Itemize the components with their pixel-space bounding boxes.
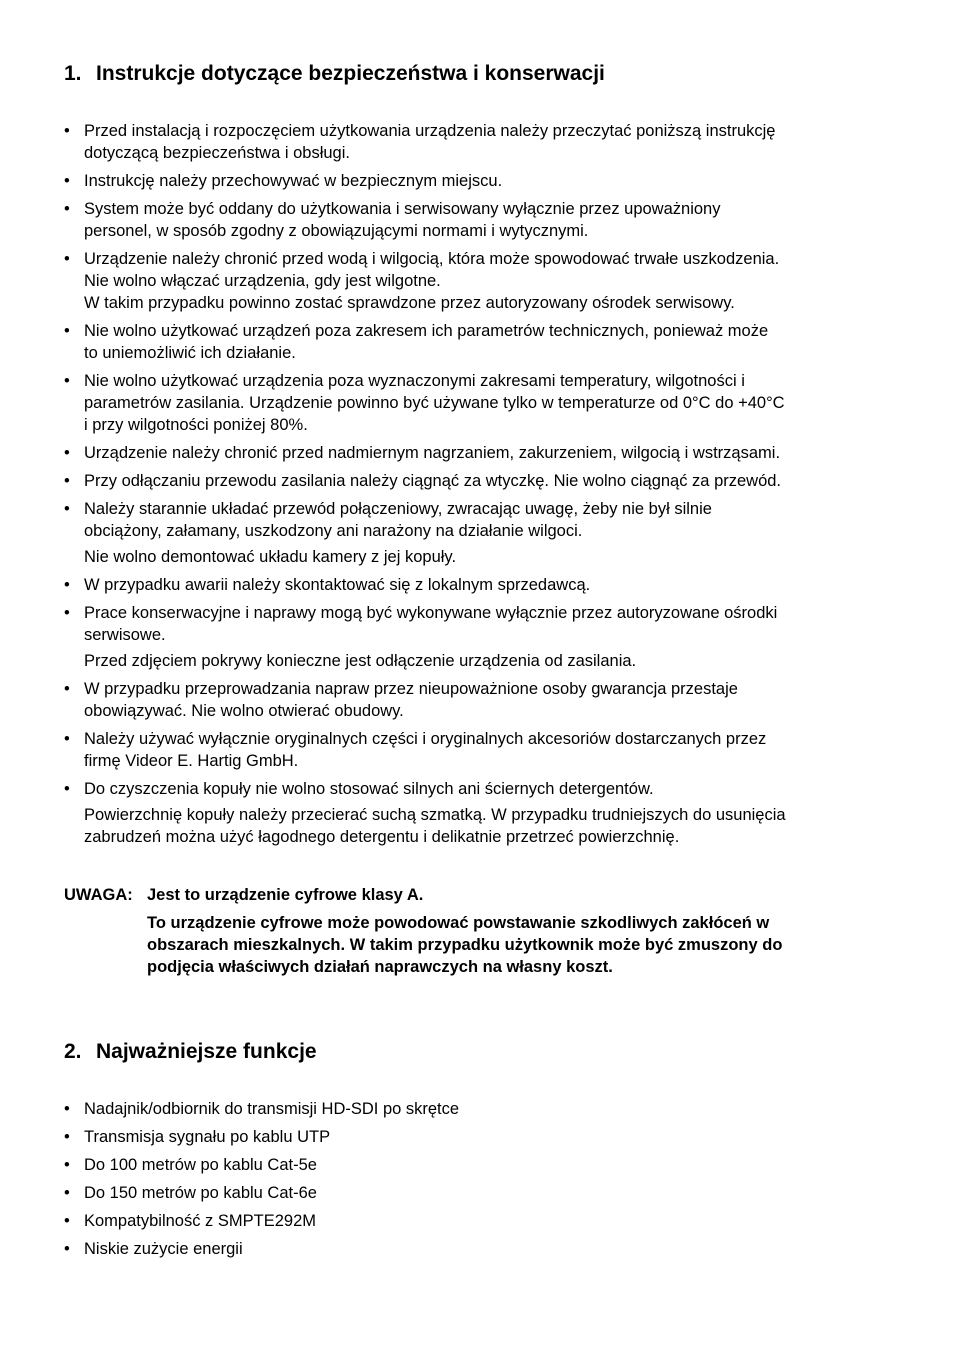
bullet-marker: • (64, 576, 70, 594)
list-item-text: Przed zdjęciem pokrywy konieczne jest odłączenie urządzenia od zasilania. (84, 652, 637, 670)
list-item-text: Należy starannie układać przewód połączeniowy, zwracając uwagę, żeby nie był silnie (84, 500, 712, 518)
section-2-number: 2. (64, 1040, 82, 1063)
list-item-text: System może być oddany do użytkowania i serwisowany wyłącznie przez upoważniony (84, 200, 721, 218)
list-item (64, 574, 864, 596)
key-features-list (64, 1098, 864, 1266)
list-item-text: W takim przypadku powinno zostać sprawdzone przez autoryzowany ośrodek serwisowy. (84, 294, 735, 312)
bullet-marker: • (64, 250, 70, 268)
list-item (64, 1182, 864, 1204)
list-item-text: Do 100 metrów po kablu Cat-5e (84, 1156, 317, 1174)
warning-label: UWAGA: (64, 886, 133, 904)
list-item-text: Kompatybilność z SMPTE292M (84, 1212, 317, 1230)
list-item (64, 370, 864, 436)
list-item-text: Należy używać wyłącznie oryginalnych części i oryginalnych akcesoriów dostarczanych przez (84, 730, 767, 748)
warning-line: podjęcia właściwych działań naprawczych na własny koszt. (147, 958, 613, 976)
warning-line: obszarach mieszkalnych. W takim przypadku użytkownik może być zmuszony do (147, 936, 783, 954)
list-item-text: Przy odłączaniu przewodu zasilania należy ciągnąć za wtyczkę. Nie wolno ciągnąć za przewód. (84, 472, 782, 490)
list-item-text: firmę Videor E. Hartig GmbH. (84, 752, 299, 770)
list-item-text: Urządzenie należy chronić przed nadmiernym nagrzaniem, zakurzeniem, wilgocią i wstrząsami. (84, 444, 781, 462)
list-item (64, 442, 864, 464)
list-item (64, 1210, 864, 1232)
list-item-text: Prace konserwacyjne i naprawy mogą być wykonywane wyłącznie przez autoryzowane ośrodki (84, 604, 778, 622)
list-item-text: Powierzchnię kopuły należy przecierać suchą szmatką. W przypadku trudniejszych do usunięcia (84, 806, 786, 824)
section-1-number: 1. (64, 62, 82, 85)
bullet-marker: • (64, 372, 70, 390)
list-item (64, 1154, 864, 1176)
warning-first-line: Jest to urządzenie cyfrowe klasy A. (147, 886, 424, 904)
bullet-marker: • (64, 604, 70, 622)
list-item (64, 1098, 864, 1120)
list-item (64, 498, 864, 542)
bullet-marker: • (64, 200, 70, 218)
list-item-text: Nie wolno użytkować urządzenia poza wyznaczonymi zakresami temperatury, wilgotności i (84, 372, 745, 390)
bullet-marker: • (64, 1212, 70, 1230)
list-item-text: Transmisja sygnału po kablu UTP (84, 1128, 331, 1146)
list-item-continuation (64, 650, 864, 672)
section-2-heading (64, 1039, 317, 1065)
bullet-marker: • (64, 1128, 70, 1146)
list-item (64, 120, 864, 164)
list-item-text: W przypadku awarii należy skontaktować się z lokalnym sprzedawcą. (84, 576, 591, 594)
list-item (64, 602, 864, 646)
list-item-continuation (64, 546, 864, 568)
list-item-text: Do czyszczenia kopuły nie wolno stosować silnych ani ściernych detergentów. (84, 780, 654, 798)
list-item-text: i przy wilgotności poniżej 80%. (84, 416, 308, 434)
bullet-marker: • (64, 322, 70, 340)
bullet-marker: • (64, 122, 70, 140)
list-item-text: Nie wolno demontować układu kamery z jej kopuły. (84, 548, 457, 566)
list-item (64, 198, 864, 242)
list-item (64, 170, 864, 192)
list-item-text: obciążony, załamany, uszkodzony ani narażony na działanie wilgoci. (84, 522, 583, 540)
bullet-marker: • (64, 444, 70, 462)
list-item (64, 1126, 864, 1148)
list-item-text: Instrukcję należy przechowywać w bezpiecznym miejscu. (84, 172, 503, 190)
list-item-text: Nadajnik/odbiornik do transmisji HD-SDI po skrętce (84, 1100, 460, 1118)
list-item-text: obowiązywać. Nie wolno otwierać obudowy. (84, 702, 404, 720)
list-item-text: Nie wolno włączać urządzenia, gdy jest wilgotne. (84, 272, 441, 290)
bullet-marker: • (64, 780, 70, 798)
list-item (64, 248, 864, 314)
list-item-text: Do 150 metrów po kablu Cat-6e (84, 1184, 317, 1202)
section-1-heading (64, 61, 605, 87)
list-item-text: Niskie zużycie energii (84, 1240, 243, 1258)
warning-note (64, 884, 864, 978)
list-item-text: parametrów zasilania. Urządzenie powinno być używane tylko w temperaturze od 0°C do +40°C (84, 394, 785, 412)
list-item-text: Przed instalacją i rozpoczęciem użytkowania urządzenia należy przeczytać poniższą instrukcję (84, 122, 776, 140)
bullet-marker: • (64, 730, 70, 748)
safety-instructions-list (64, 120, 864, 854)
list-item (64, 678, 864, 722)
bullet-marker: • (64, 680, 70, 698)
list-item-text: W przypadku przeprowadzania napraw przez nieupoważnione osoby gwarancja przestaje (84, 680, 738, 698)
list-item-text: zabrudzeń można użyć łagodnego detergentu i delikatnie przetrzeć powierzchnię. (84, 828, 680, 846)
list-item-text: serwisowe. (84, 626, 166, 644)
list-item (64, 728, 864, 772)
bullet-marker: • (64, 472, 70, 490)
bullet-marker: • (64, 1184, 70, 1202)
bullet-marker: • (64, 500, 70, 518)
list-item (64, 320, 864, 364)
list-item (64, 1238, 864, 1260)
list-item-text: Nie wolno użytkować urządzeń poza zakresem ich parametrów technicznych, ponieważ może (84, 322, 769, 340)
warning-line: To urządzenie cyfrowe może powodować powstawanie szkodliwych zakłóceń w (147, 914, 770, 932)
list-item-text: to uniemożliwić ich działanie. (84, 344, 296, 362)
bullet-marker: • (64, 1240, 70, 1258)
list-item-text: personel, w sposób zgodny z obowiązującymi normami i wytycznymi. (84, 222, 589, 240)
list-item (64, 470, 864, 492)
section-2-title: Najważniejsze funkcje (96, 1040, 317, 1063)
list-item (64, 778, 864, 800)
list-item-text: Urządzenie należy chronić przed wodą i wilgocią, która może spowodować trwałe uszkodzenia. (84, 250, 780, 268)
list-item-continuation (64, 804, 864, 848)
list-item-text: dotyczącą bezpieczeństwa i obsługi. (84, 144, 350, 162)
bullet-marker: • (64, 172, 70, 190)
section-1-title: Instrukcje dotyczące bezpieczeństwa i konserwacji (96, 62, 605, 85)
bullet-marker: • (64, 1100, 70, 1118)
bullet-marker: • (64, 1156, 70, 1174)
